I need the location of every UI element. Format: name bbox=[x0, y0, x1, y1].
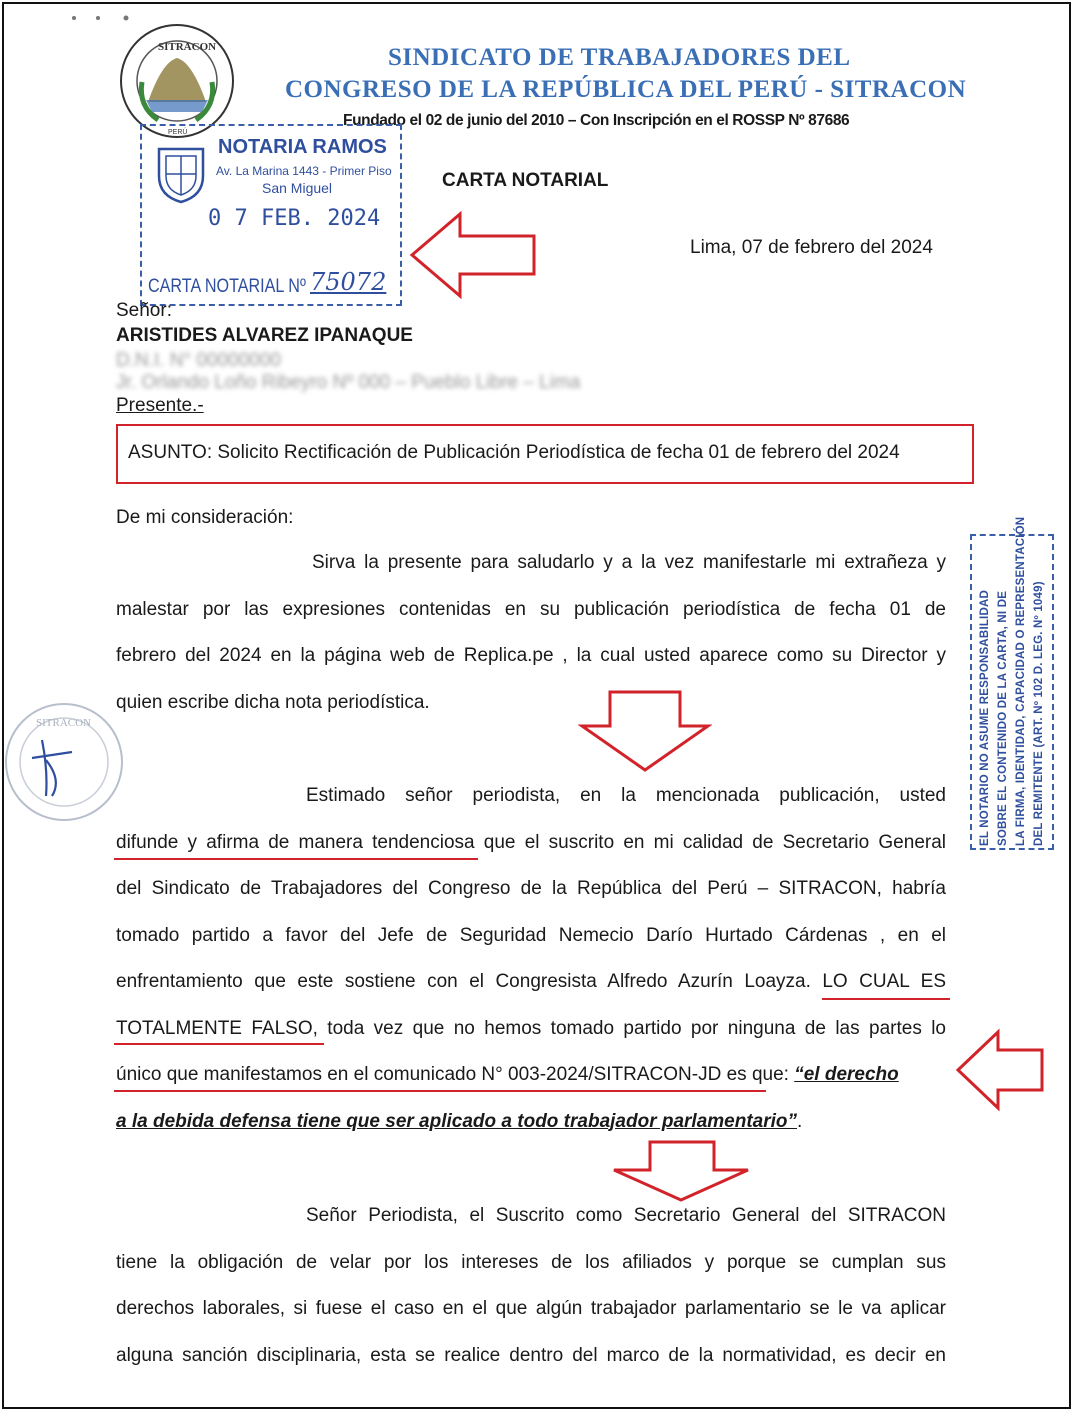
red-underline bbox=[822, 998, 950, 1000]
svg-text:SITRACON: SITRACON bbox=[36, 717, 92, 729]
notary-city: San Miguel bbox=[262, 180, 333, 196]
asunto-box bbox=[116, 424, 974, 484]
carta-notarial-label: CARTA NOTARIAL Nº bbox=[148, 276, 306, 297]
notary-disclaimer-stamp: EL NOTARIO NO ASUME RESPONSABILIDAD SOBRE EL CONTENIDO DE LA CARTA, NI DE LA FIRMA, IDENTIDAD, CAPACIDAD O REPRESENTACIÓN DEL REMITENTE (ART. Nº 102 D. LEG. Nº 1049) bbox=[970, 534, 1054, 850]
notary-stamp bbox=[140, 124, 402, 306]
quote-part-b: a la debida defensa tiene que ser aplicado a todo trabajador parlamentario” bbox=[116, 1110, 798, 1132]
carta-notarial-number: 75072 bbox=[310, 268, 387, 296]
salutation: Señor: bbox=[116, 300, 172, 321]
red-arrow-down-icon bbox=[578, 688, 712, 774]
org-name-line2: CONGRESO DE LA REPÚBLICA DEL PERÚ - SITRACON bbox=[285, 76, 967, 103]
sitracon-logo bbox=[118, 22, 236, 140]
place-date: Lima, 07 de febrero del 2024 bbox=[690, 237, 933, 258]
red-arrow-left-icon bbox=[408, 210, 538, 300]
red-arrow-left-icon bbox=[954, 1028, 1046, 1112]
notary-address: Av. La Marina 1443 - Primer Piso bbox=[216, 164, 392, 178]
red-underline bbox=[114, 1090, 766, 1092]
notary-name: NOTARIA RAMOS bbox=[218, 136, 387, 158]
round-seal bbox=[2, 700, 126, 824]
redacted-address: Jr. Orlando Loño Ribeyro Nº 000 – Pueblo Libre – Lima bbox=[116, 372, 581, 393]
logo-text: SITRACON bbox=[158, 41, 217, 53]
founded-line: Fundado el 02 de junio del 2010 – Con Inscripción en el ROSSP Nº 87686 bbox=[343, 112, 850, 129]
notary-date: 0 7 FEB. 2024 bbox=[208, 206, 381, 231]
letter-title: CARTA NOTARIAL bbox=[442, 170, 609, 191]
shield-icon bbox=[156, 146, 206, 204]
org-name-line1: SINDICATO DE TRABAJADORES DEL bbox=[388, 44, 851, 71]
paragraph-2: Estimado señor periodista, en la mencionada publicación, usted difunde y afirma de manera tendenciosa que el suscrito en mi calidad de Secretario General del Sindicato de Trabajadores del Congreso de la República del Perú – SITRACON, habría tomado partido a favor del Jefe de Seguridad Nemecio Darío Hurtado Cárdenas , en el enfrentamiento que este sostiene con el Congresista Alfredo Azurín Loayza. LO CUAL ES TOTALMENTE FALSO, toda vez que no hemos tomado partido por ninguna de las partes lo único que manifestamos en el comunicado N° 003-2024/SITRACON-JD es que: “el derecho a la debida defensa tiene que ser aplicado a todo trabajador parlamentario”. bbox=[116, 785, 946, 1132]
consideration: De mi consideración: bbox=[116, 507, 294, 528]
recipient-name: ARISTIDES ALVAREZ IPANAQUE bbox=[116, 325, 413, 346]
quote-part-a: “el derecho bbox=[794, 1064, 899, 1085]
asunto-text: ASUNTO: Solicito Rectificación de Publicación Periodística de fecha 01 de febrero del 2024 bbox=[128, 442, 900, 463]
redacted-id: D.N.I. N° 00000000 bbox=[116, 350, 281, 371]
presente: Presente.- bbox=[116, 395, 204, 416]
red-underline bbox=[114, 1043, 324, 1045]
paragraph-3: Señor Periodista, el Suscrito como Secretario General del SITRACON tiene la obligación de velar por los intereses de los afiliados y porque se cumplan sus derechos laborales, si fuese el caso en el que algún trabajador parlamentario se le va aplicar alguna sanción disciplinaria, esta se realice dentro del marco de la normatividad, es decir en bbox=[116, 1205, 946, 1366]
red-underline bbox=[114, 858, 478, 860]
scan-dots bbox=[70, 10, 150, 30]
svg-text:PERÚ: PERÚ bbox=[168, 129, 188, 136]
paragraph-1: Sirva la presente para saludarlo y a la vez manifestarle mi extrañeza y malestar por las expresiones contenidas en su publicación periodística de fecha 01 de febrero del 2024 en la página web de Replica.pe , la cual usted aparece como su Director y quien escribe dicha nota periodística. bbox=[116, 552, 946, 713]
